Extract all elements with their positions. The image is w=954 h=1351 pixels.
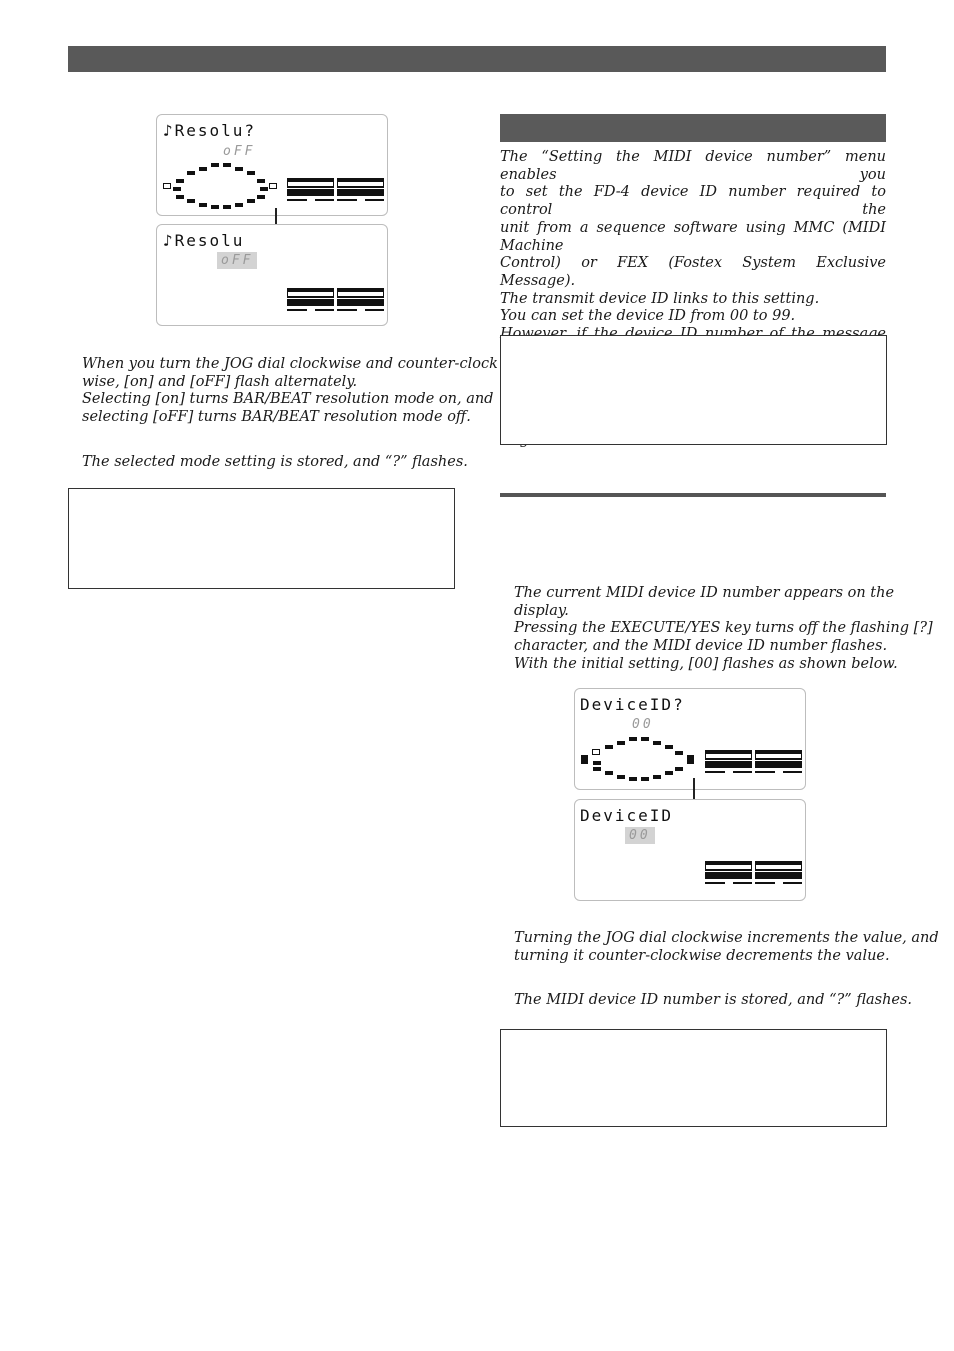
note-box: [500, 335, 887, 445]
current-id-instructions: The current MIDI device ID number appears on the display. Pressing the EXECUTE/YES key turns off the flashing [?] character, and the MIDI device ID number flashes. With the initial setting, [00] flashes as shown below.: [514, 585, 933, 672]
level-meter-icon: [337, 288, 384, 313]
lcd-value: oFF: [223, 144, 256, 159]
section-intro: The “Setting the MIDI device number” menu enables you to set the FD-4 device ID number required to control the unit from a sequence software using MMC (MIDI Machine Control) or FEX (Fostex System Exclusive Message). The transmit device ID links to this setting. You can set the device ID from 00 to 99.: [500, 149, 886, 325]
level-meter-icon: [705, 750, 752, 775]
lcd-title: ♪Resolu?: [163, 121, 257, 140]
lcd-value-flashing: oFF: [217, 252, 257, 269]
lcd-display-deviceid-top: [574, 688, 806, 790]
jog-increment-instructions: Turning the JOG dial clockwise increments the value, and turning it counter-clockwise decrements the value.: [514, 930, 939, 964]
level-meter-icon: [337, 178, 384, 203]
level-meter-icon: [755, 861, 802, 886]
jog-ring-icon: [579, 735, 703, 785]
section-divider: [500, 493, 886, 497]
lcd-title: ♪Resolu: [163, 231, 245, 250]
jog-dial-instructions: When you turn the JOG dial clockwise and counter-clock wise, [on] and [oFF] flash alternately. Selecting [on] turns BAR/BEAT resolution mode on, and selecting [oFF] turns BAR/BEAT resolution mode off.: [82, 356, 498, 426]
level-meter-icon: [287, 178, 334, 203]
lcd-value-flashing: 00: [625, 827, 655, 844]
note-box: [500, 1029, 887, 1127]
note-box: [68, 488, 455, 589]
level-meter-icon: [755, 750, 802, 775]
lcd-display-resolution-top: [156, 114, 388, 216]
lcd-display-deviceid-bottom: [574, 799, 806, 901]
stored-note: The MIDI device ID number is stored, and “?” flashes.: [514, 992, 913, 1008]
lcd-title: DeviceID: [580, 806, 674, 825]
section-heading-bar: [500, 114, 886, 142]
lcd-title: DeviceID?: [580, 695, 685, 714]
level-meter-icon: [287, 288, 334, 313]
lcd-display-resolution-bottom: [156, 224, 388, 326]
jog-ring-icon: [161, 161, 285, 211]
stored-note: The selected mode setting is stored, and “?” flashes.: [82, 454, 468, 470]
level-meter-icon: [705, 861, 752, 886]
lcd-value: 00: [632, 717, 654, 732]
header-bar: [68, 46, 886, 72]
